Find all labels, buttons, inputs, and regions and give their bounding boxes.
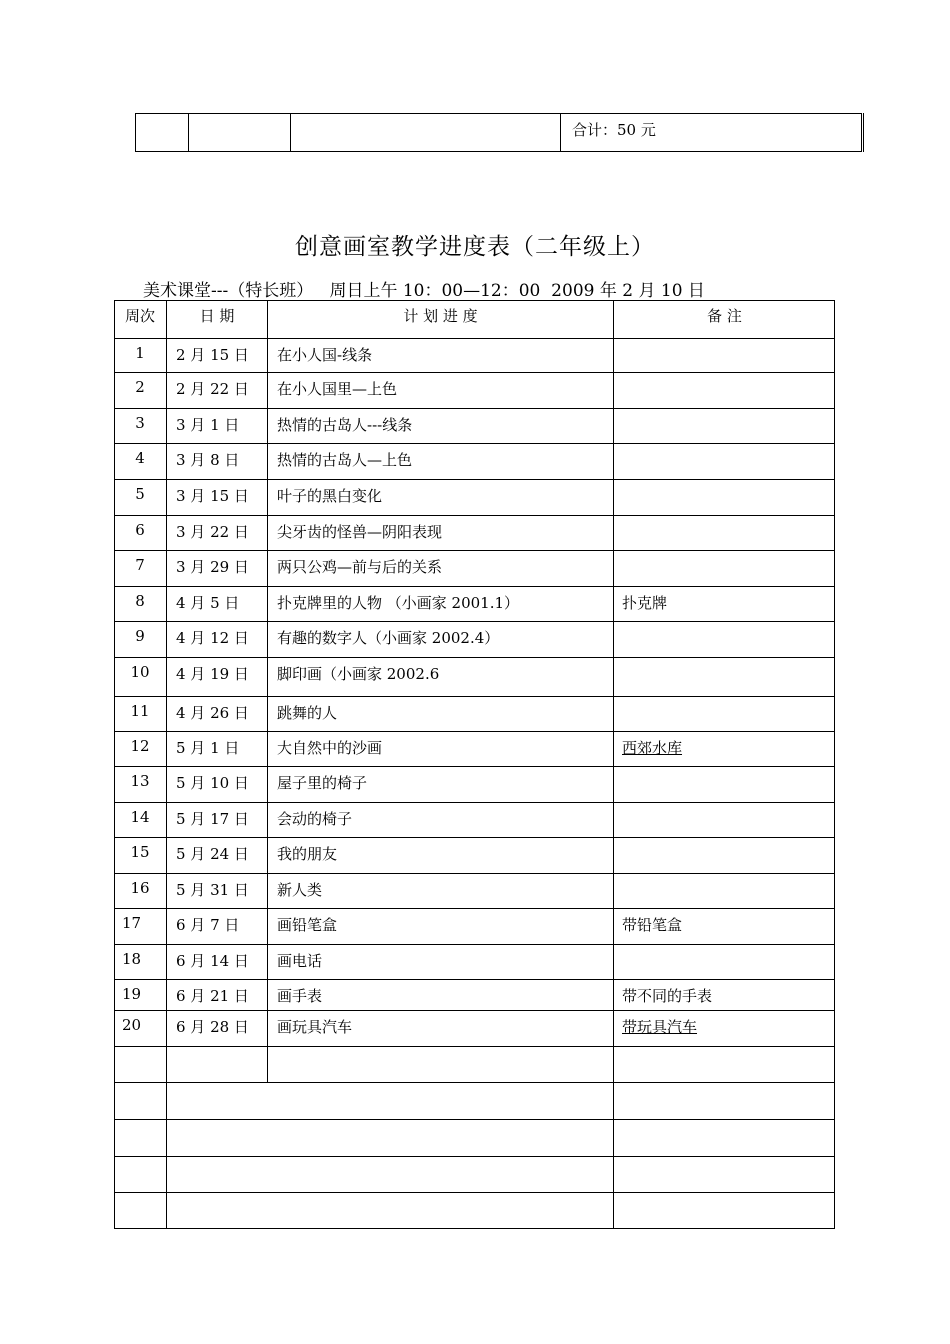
lesson-plan: 大自然中的沙画: [277, 739, 383, 757]
lesson-plan: 画铅笔盒: [277, 916, 338, 934]
lesson-plan: 脚印画（小画家 2002.6: [277, 665, 440, 683]
header-note: 备 注: [707, 307, 742, 325]
lesson-date: 5 月 1 日: [176, 739, 240, 757]
lesson-plan: 画手表: [277, 987, 323, 1005]
week-number: 6: [135, 521, 145, 539]
lesson-date: 2 月 15 日: [176, 346, 249, 364]
lesson-date: 3 月 1 日: [176, 416, 240, 434]
lesson-date: 5 月 24 日: [176, 845, 249, 863]
table-row: [114, 550, 835, 586]
week-number: 3: [135, 414, 145, 432]
table-row: [114, 657, 835, 696]
week-number: 20: [122, 1016, 142, 1034]
week-number: 5: [135, 485, 145, 503]
lesson-plan: 屋子里的椅子: [277, 774, 368, 792]
header-date: 日 期: [199, 307, 235, 325]
lesson-plan: 在小人国-线条: [277, 346, 373, 364]
table-row: [114, 731, 835, 766]
lesson-plan: 我的朋友: [277, 845, 338, 863]
lesson-date: 3 月 29 日: [176, 558, 249, 576]
lesson-note: 扑克牌: [622, 594, 668, 612]
lesson-date: 5 月 17 日: [176, 810, 249, 828]
lesson-plan: 新人类: [277, 881, 323, 899]
table-row: [114, 1192, 835, 1229]
lesson-date: 5 月 31 日: [176, 881, 249, 899]
week-number: 12: [130, 737, 150, 755]
week-number: 4: [135, 449, 145, 467]
header-plan: 计 划 进 度: [403, 307, 478, 325]
table-row: [114, 1156, 835, 1192]
table-row: [114, 908, 835, 944]
lesson-plan: 两只公鸡—前与后的关系: [277, 558, 443, 576]
previous-table-fragment: [135, 113, 862, 152]
week-number: 19: [122, 985, 142, 1003]
header-week: 周次: [124, 307, 155, 325]
lesson-date: 4 月 12 日: [176, 629, 249, 647]
table-row: [114, 944, 835, 979]
table-row: [114, 1082, 835, 1119]
week-number: 10: [130, 663, 150, 681]
lesson-date: 6 月 28 日: [176, 1018, 249, 1036]
lesson-plan: 尖牙齿的怪兽—阴阳表现: [277, 523, 443, 541]
week-number: 7: [135, 556, 145, 574]
page-title: 创意画室教学进度表（二年级上）: [295, 234, 655, 260]
lesson-note: 带铅笔盒: [622, 916, 683, 934]
table-row: [114, 408, 835, 443]
week-number: 11: [130, 702, 150, 720]
lesson-plan: 画电话: [277, 952, 323, 970]
lesson-note: 西郊水库: [622, 739, 683, 757]
week-number: 17: [122, 914, 142, 932]
table-row: [114, 873, 835, 908]
lesson-note: 带玩具汽车: [622, 1018, 698, 1036]
lesson-date: 3 月 22 日: [176, 523, 249, 541]
week-number: 15: [130, 843, 150, 861]
week-number: 9: [135, 627, 145, 645]
table-row: [114, 766, 835, 802]
total-cost: 合计：50 元: [572, 121, 656, 139]
table-row: [114, 443, 835, 479]
class-info: 美术课堂---（特长班） 周日上午 10：00—12：00 2009 年 2 月 10 日: [143, 281, 705, 301]
lesson-plan: 扑克牌里的人物 （小画家 2001.1）: [277, 594, 520, 612]
lesson-date: 6 月 14 日: [176, 952, 249, 970]
week-number: 8: [135, 592, 145, 610]
lesson-date: 4 月 26 日: [176, 704, 249, 722]
table-row: [114, 621, 835, 657]
week-number: 16: [130, 879, 150, 897]
week-number: 18: [122, 950, 142, 968]
lesson-date: 4 月 5 日: [176, 594, 240, 612]
lesson-date: 4 月 19 日: [176, 665, 249, 683]
table-row: [114, 837, 835, 873]
table-row: [114, 1119, 835, 1156]
table-row: [114, 515, 835, 550]
table-row: [114, 802, 835, 837]
week-number: 14: [130, 808, 150, 826]
week-number: 1: [135, 344, 145, 362]
lesson-plan: 画玩具汽车: [277, 1018, 353, 1036]
lesson-plan: 在小人国里—上色: [277, 380, 398, 398]
table-row: [114, 586, 835, 621]
week-number: 13: [130, 772, 150, 790]
lesson-date: 6 月 7 日: [176, 916, 240, 934]
lesson-note: 带不同的手表: [622, 987, 713, 1005]
lesson-date: 3 月 15 日: [176, 487, 249, 505]
table-row: [114, 372, 835, 408]
table-row: [114, 479, 835, 515]
lesson-date: 5 月 10 日: [176, 774, 249, 792]
lesson-plan: 热情的古岛人—上色: [277, 451, 413, 469]
lesson-plan: 有趣的数字人（小画家 2002.4）: [277, 629, 500, 647]
lesson-plan: 会动的椅子: [277, 810, 353, 828]
lesson-plan: 跳舞的人: [277, 704, 338, 722]
table-row: [114, 696, 835, 731]
table-row: [114, 338, 835, 372]
table-row: [114, 1046, 835, 1082]
lesson-plan: 叶子的黑白变化: [277, 487, 383, 505]
week-number: 2: [135, 378, 145, 396]
table-row: [114, 1010, 835, 1046]
table-header-row: [114, 300, 835, 338]
lesson-date: 2 月 22 日: [176, 380, 249, 398]
lesson-date: 3 月 8 日: [176, 451, 240, 469]
lesson-plan: 热情的古岛人---线条: [277, 416, 413, 434]
lesson-date: 6 月 21 日: [176, 987, 249, 1005]
table-row: [114, 979, 835, 1010]
